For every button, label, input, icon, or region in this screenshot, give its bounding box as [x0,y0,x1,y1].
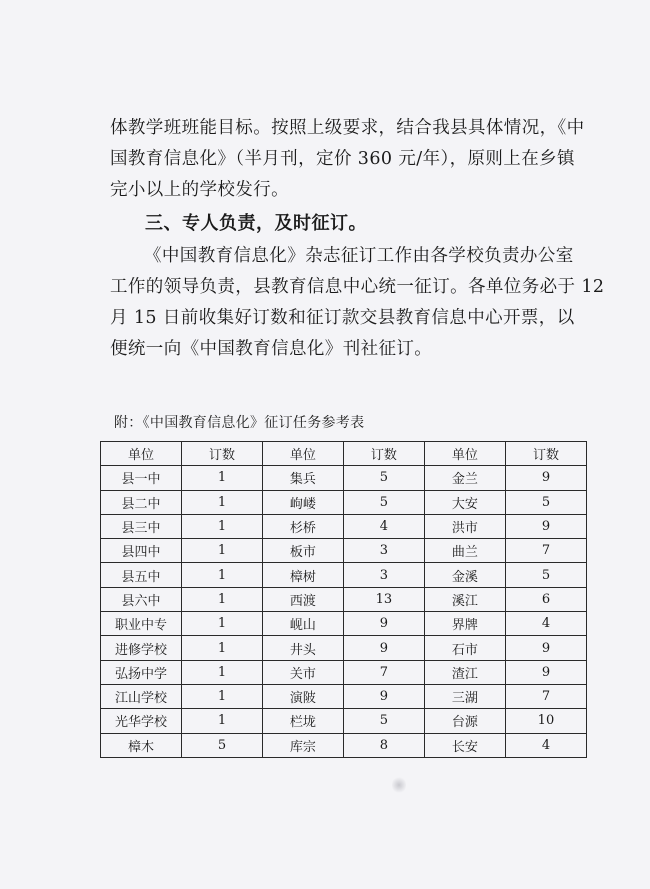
count-cell: 9 [505,660,586,684]
unit-cell: 曲兰 [424,539,505,563]
count-cell: 7 [505,684,586,708]
unit-cell: 三湖 [424,684,505,708]
unit-cell: 集兵 [262,466,343,490]
unit-cell: 井头 [262,636,343,660]
count-cell: 9 [505,466,586,490]
count-cell: 9 [343,636,424,660]
unit-cell: 台源 [424,709,505,733]
count-cell: 7 [505,539,586,563]
unit-cell: 职业中专 [101,612,182,636]
unit-cell: 关市 [262,660,343,684]
count-cell: 1 [181,709,262,733]
count-cell: 4 [505,612,586,636]
unit-cell: 演陂 [262,684,343,708]
count-cell: 4 [343,514,424,538]
header-cell: 单位 [262,442,343,466]
unit-cell: 溪江 [424,587,505,611]
paragraph-line: 完小以上的学校发行。 [110,180,289,200]
paragraph-2 [110,241,605,365]
table-row [101,709,587,733]
unit-cell: 板市 [262,539,343,563]
count-cell: 8 [343,733,424,757]
table-body [101,466,587,758]
table-row [101,684,587,708]
header-cell: 单位 [101,442,182,466]
unit-cell: 杉桥 [262,514,343,538]
count-cell: 13 [343,587,424,611]
unit-cell: 西渡 [262,587,343,611]
unit-cell: 县三中 [101,514,182,538]
unit-cell: 进修学校 [101,636,182,660]
count-cell: 1 [181,563,262,587]
header-cell: 订数 [343,442,424,466]
unit-cell: 县二中 [101,490,182,514]
unit-cell: 县四中 [101,539,182,563]
count-cell: 5 [181,733,262,757]
unit-cell: 金兰 [424,466,505,490]
count-cell: 6 [505,587,586,611]
unit-cell: 界牌 [424,612,505,636]
count-cell: 5 [505,563,586,587]
unit-cell: 弘扬中学 [101,660,182,684]
table-row [101,539,587,563]
count-cell: 1 [181,587,262,611]
table-row [101,733,587,757]
paragraph-line: 工作的领导负责，县教育信息中心统一征订。各单位务必于 12 [110,277,605,297]
unit-cell: 岣嵝 [262,490,343,514]
unit-cell: 金溪 [424,563,505,587]
count-cell: 9 [505,514,586,538]
count-cell: 7 [343,660,424,684]
unit-cell: 石市 [424,636,505,660]
unit-cell: 岘山 [262,612,343,636]
table-row [101,660,587,684]
count-cell: 3 [343,563,424,587]
count-cell: 5 [343,709,424,733]
count-cell: 10 [505,709,586,733]
table-header-row [101,442,587,466]
unit-cell: 樟树 [262,563,343,587]
count-cell: 5 [505,490,586,514]
unit-cell: 樟木 [101,733,182,757]
count-cell: 5 [343,490,424,514]
count-cell: 1 [181,684,262,708]
count-cell: 1 [181,539,262,563]
count-cell: 9 [343,612,424,636]
count-cell: 4 [505,733,586,757]
unit-cell: 库宗 [262,733,343,757]
table-row [101,514,587,538]
unit-cell: 县一中 [101,466,182,490]
paragraph-line: 便统一向《中国教育信息化》刊社征订。 [110,339,433,359]
header-cell: 单位 [424,442,505,466]
paragraph-line: 《中国教育信息化》杂志征订工作由各学校负责办公室 [144,246,574,266]
count-cell: 1 [181,514,262,538]
count-cell: 1 [181,660,262,684]
table-row [101,466,587,490]
unit-cell: 栏垅 [262,709,343,733]
count-cell: 1 [181,612,262,636]
subscription-table [100,441,587,758]
paragraph-line: 国教育信息化》（半月刊，定价 360 元/年），原则上在乡镇 [110,149,575,169]
count-cell: 5 [343,466,424,490]
header-cell: 订数 [181,442,262,466]
unit-cell: 洪市 [424,514,505,538]
count-cell: 3 [343,539,424,563]
count-cell: 9 [505,636,586,660]
paragraph-line: 体教学班班能目标。按照上级要求，结合我县具体情况，《中 [110,118,585,138]
count-cell: 1 [181,466,262,490]
paragraph-1 [110,113,585,206]
table-row [101,612,587,636]
header-cell: 订数 [505,442,586,466]
unit-cell: 县六中 [101,587,182,611]
section-heading: 三、专人负责，及时征订。 [145,213,367,234]
table-row [101,636,587,660]
count-cell: 9 [343,684,424,708]
unit-cell: 大安 [424,490,505,514]
count-cell: 1 [181,490,262,514]
unit-cell: 光华学校 [101,709,182,733]
unit-cell: 江山学校 [101,684,182,708]
table-row [101,587,587,611]
table-caption: 附：《中国教育信息化》征订任务参考表 [114,415,365,431]
table-row [101,490,587,514]
paragraph-line: 月 15 日前收集好订数和征订款交县教育信息中心开票，以 [110,308,575,328]
scan-speck [392,776,406,794]
unit-cell: 县五中 [101,563,182,587]
unit-cell: 长安 [424,733,505,757]
table-row [101,563,587,587]
count-cell: 1 [181,636,262,660]
unit-cell: 渣江 [424,660,505,684]
